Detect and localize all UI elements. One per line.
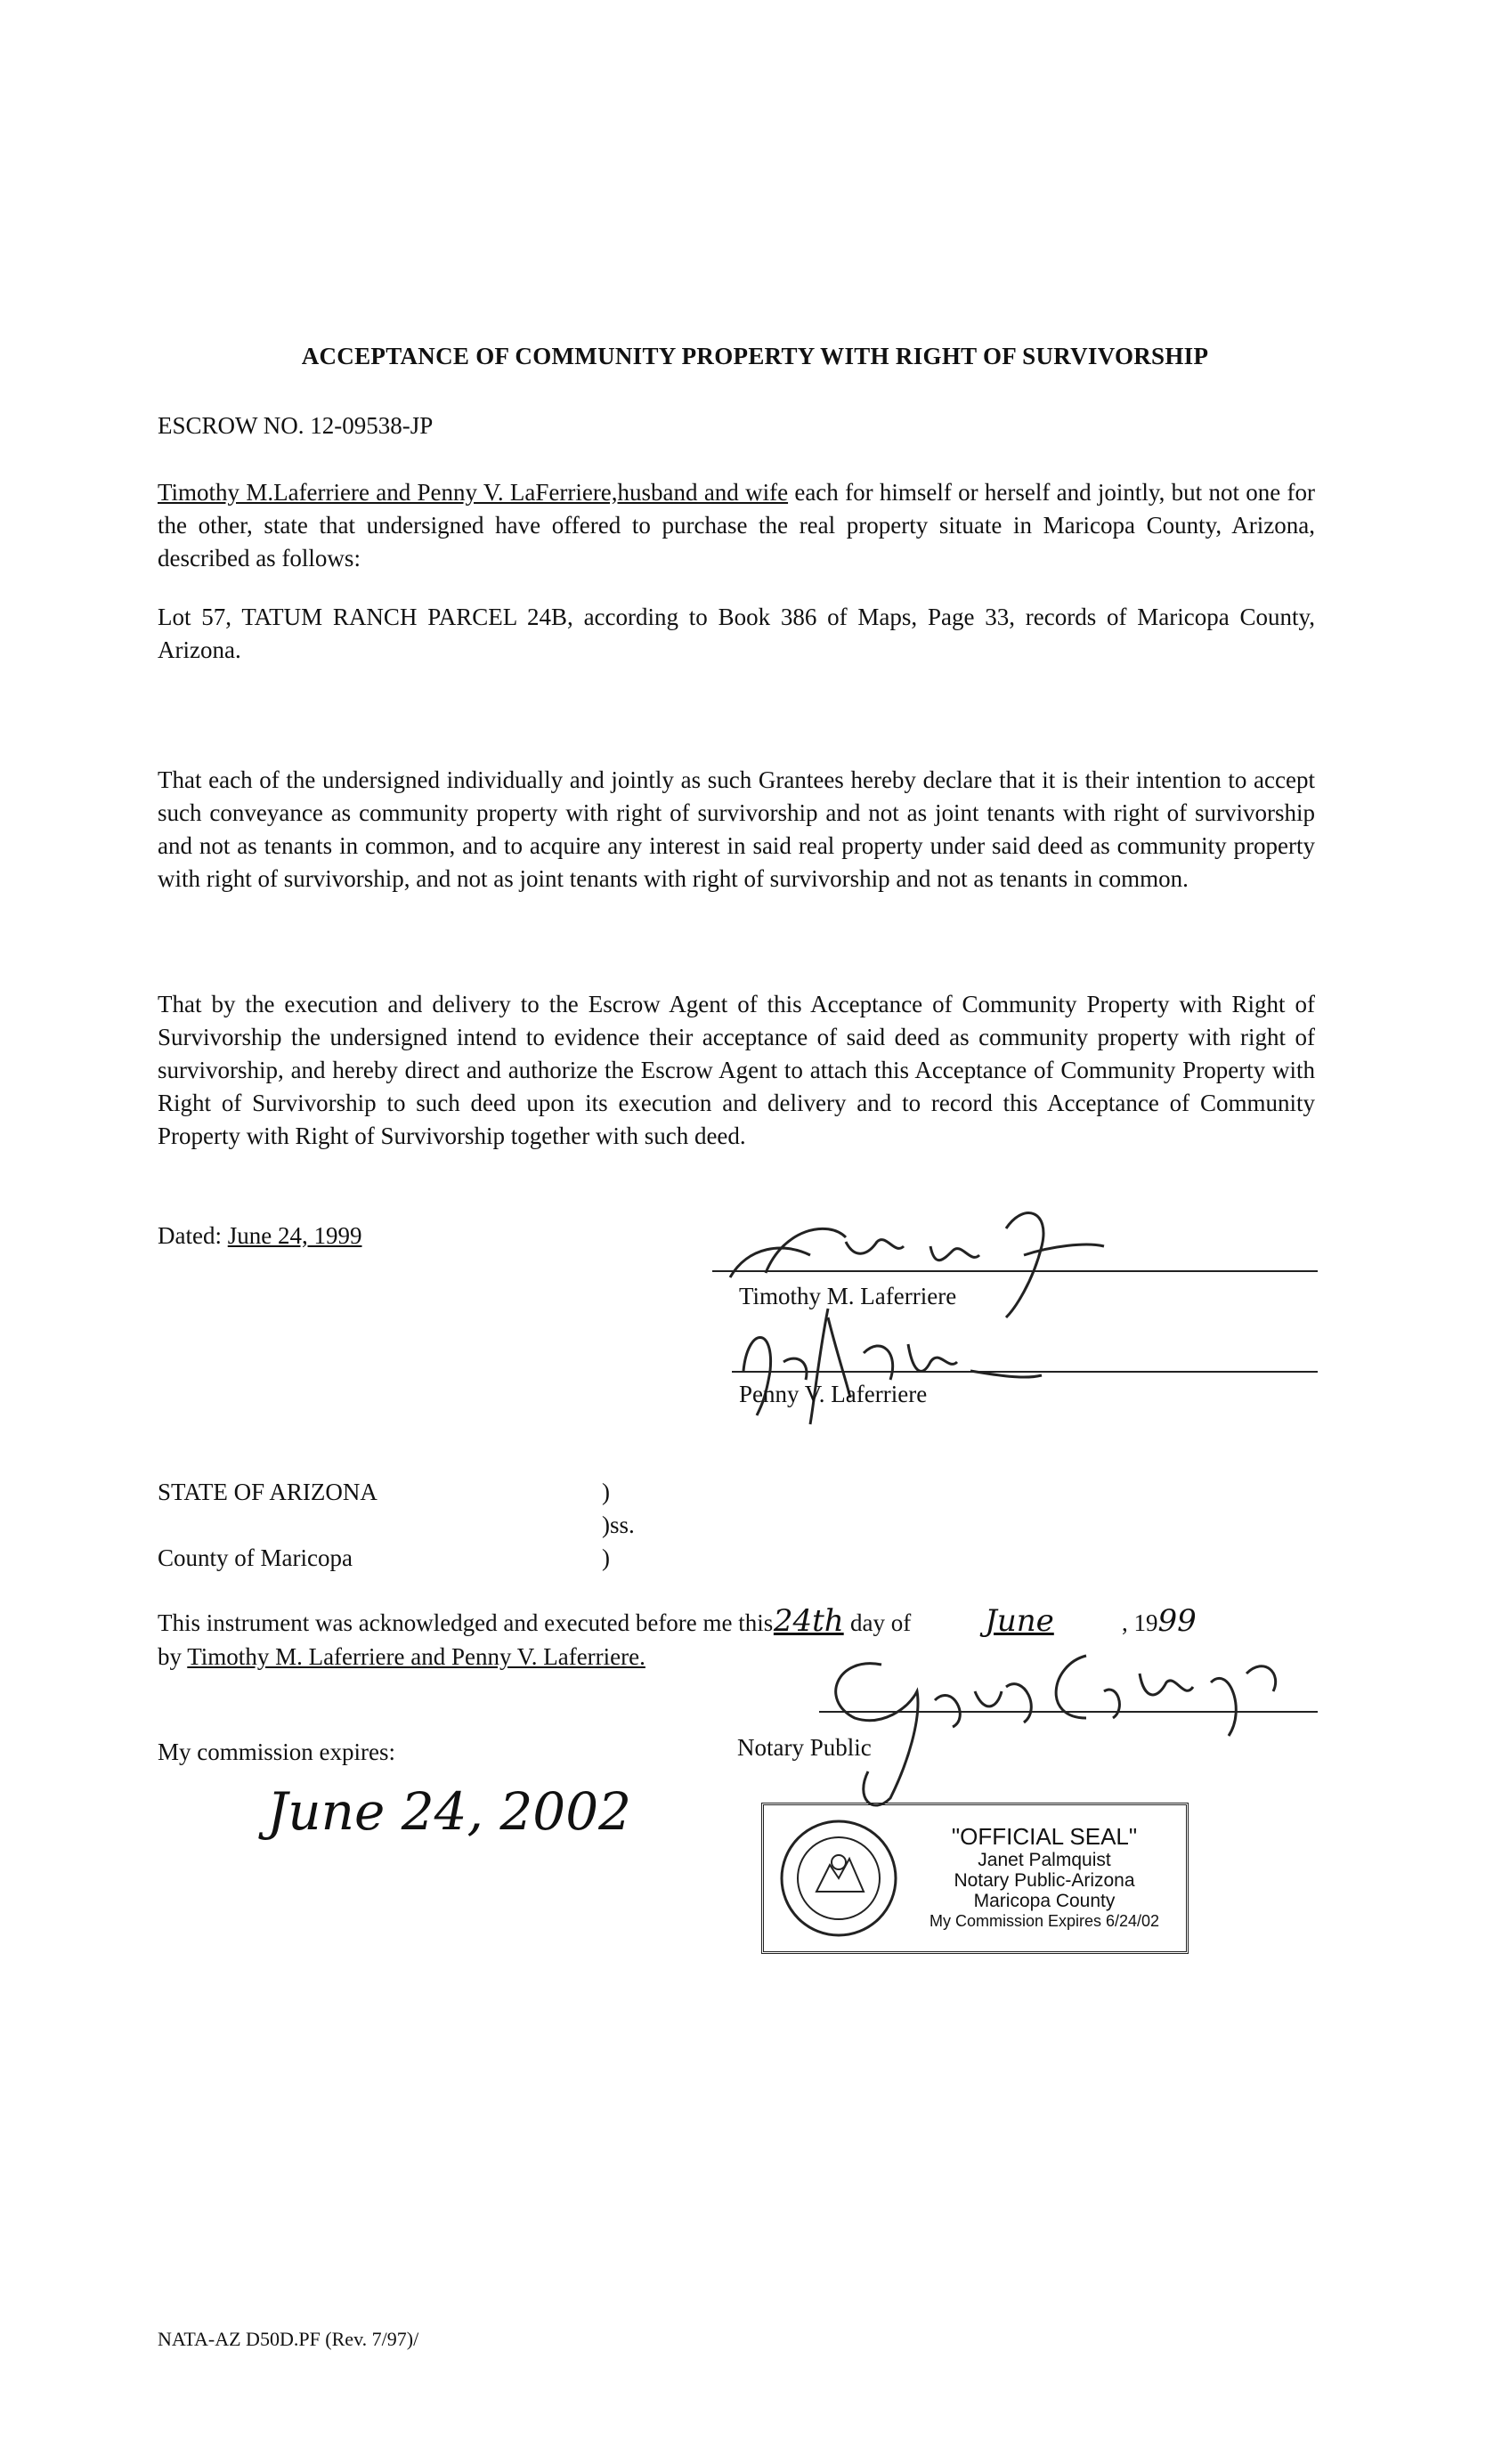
- official-seal: [761, 1803, 1189, 1954]
- acknowledgment-day-label: day of: [850, 1609, 912, 1636]
- notary-public-label: Notary Public: [737, 1734, 872, 1761]
- signature-1-line: [712, 1270, 1318, 1272]
- county-label: County of Maricopa: [158, 1544, 353, 1571]
- commission-expiration-handwritten: June 24, 2002: [267, 1781, 632, 1842]
- acknowledgment-year: 99: [1157, 1603, 1197, 1639]
- dated-line: [158, 1220, 361, 1252]
- state-seal-emblem-icon: [776, 1816, 901, 1941]
- acknowledgment-by-value: Timothy M. Laferriere and Penny V. Laferriere.: [187, 1643, 645, 1670]
- signer-1-name: Timothy M. Laferriere: [739, 1283, 957, 1309]
- intent-paragraph: That each of the undersigned individually and jointly as such Grantees hereby declare that it is their intention to accept such conveyance as community property with right of survivorship and not as joint tenants with right of survivorship and not as tenants in common, and to acquire any interest in said real property under said deed as community property with right of survivorship, and not as joint tenants with right of survivorship and not as tenants in common.: [158, 766, 1315, 892]
- signature-2-line: [732, 1371, 1318, 1373]
- parties-statement: each for himself or herself and jointly, but not one for the other, state that undersigned have offered to purchase the real property situate in Maricopa County, Arizona, described as follows:: [158, 479, 1315, 571]
- form-code-footer: NATA-AZ D50D.PF (Rev. 7/97)/: [158, 2328, 419, 2350]
- legal-description: Lot 57, TATUM RANCH PARCEL 24B, according to Book 386 of Maps, Page 33, records of Maricopa County, Arizona.: [158, 604, 1315, 663]
- acknowledgment-day: 24th: [773, 1603, 844, 1639]
- parties-names: Timothy M.Laferriere and Penny V. LaFerriere,husband and wife: [158, 479, 789, 506]
- seal-county: Maricopa County: [973, 1891, 1116, 1911]
- notary-signature-line: [819, 1711, 1318, 1713]
- seal-notary-title: Notary Public-Arizona: [954, 1870, 1135, 1891]
- escrow-number: ESCROW NO. 12-09538-JP: [158, 412, 434, 439]
- authorization-paragraph: That by the execution and delivery to the Escrow Agent of this Acceptance of Community Property with Right of Survivorship the undersigned intend to evidence their acceptance of said deed as community property with right of survivorship, and hereby direct and authorize the Escrow Agent to attach this Acceptance of Community Property with Right of Survivorship to such deed upon its execution and delivery and to record this Acceptance of Community Property with Right of Survivorship together with such deed.: [158, 991, 1315, 1149]
- venue-ss: )ss.: [602, 1512, 635, 1538]
- acknowledgment-by-label: by: [158, 1643, 182, 1670]
- acknowledgment-text: This instrument was acknowledged and executed before me this: [158, 1609, 774, 1636]
- document-title: ACCEPTANCE OF COMMUNITY PROPERTY WITH RIGHT OF SURVIVORSHIP: [301, 343, 1209, 369]
- seal-expiration: My Commission Expires 6/24/02: [929, 1912, 1160, 1930]
- notary-signature-scribble: [819, 1638, 1318, 1816]
- dated-label: Dated:: [158, 1222, 222, 1249]
- signer-2-name: Penny V. Laferriere: [739, 1381, 928, 1407]
- state-label: STATE OF ARIZONA: [158, 1479, 378, 1505]
- acknowledgment-line: [158, 1605, 1197, 1639]
- acknowledgment-year-prefix: , 19: [1122, 1609, 1158, 1636]
- dated-value: June 24, 1999: [227, 1222, 362, 1249]
- acknowledgment-month: June: [985, 1603, 1054, 1639]
- signature-2-scribble: [730, 1300, 1086, 1433]
- commission-label: My commission expires:: [158, 1739, 395, 1765]
- seal-heading: "OFFICIAL SEAL": [951, 1823, 1138, 1850]
- acknowledgment-by-line: [158, 1641, 645, 1673]
- parties-paragraph: [158, 476, 1315, 575]
- venue-paren-2: ): [602, 1544, 610, 1571]
- seal-notary-name: Janet Palmquist: [978, 1850, 1111, 1870]
- venue-paren-1: ): [602, 1479, 610, 1505]
